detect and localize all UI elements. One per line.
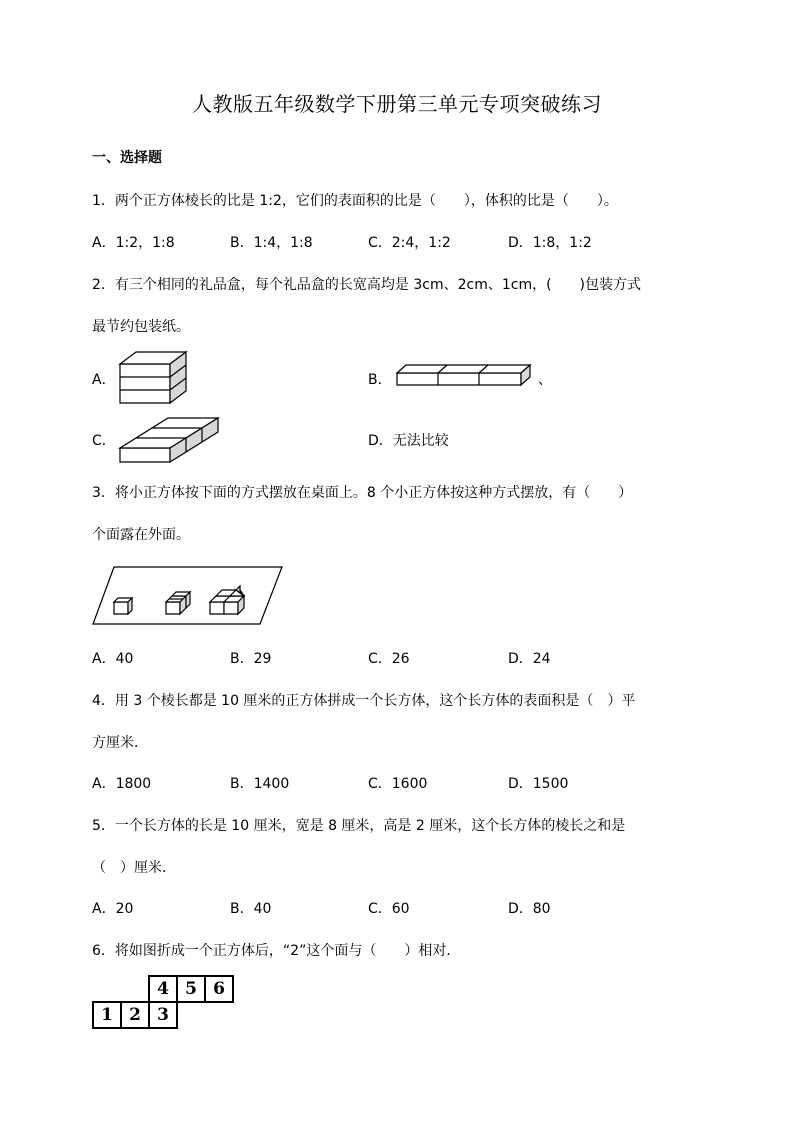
q2-option-c[interactable]: C． bbox=[92, 433, 116, 449]
q1-option-a[interactable]: A．1:2，1:8 bbox=[92, 235, 175, 251]
q5-option-d[interactable]: D．80 bbox=[508, 901, 551, 917]
q4-option-a[interactable]: A．1800 bbox=[92, 776, 152, 792]
q3-option-d[interactable]: D．24 bbox=[508, 651, 551, 667]
q1-option-b[interactable]: B．1:4，1:8 bbox=[230, 235, 313, 251]
q5-option-b[interactable]: B．40 bbox=[230, 901, 272, 917]
q4-option-b[interactable]: B．1400 bbox=[230, 776, 290, 792]
q2-option-b[interactable]: B． bbox=[368, 372, 392, 388]
page-title: 人教版五年级数学下册第三单元专项突破练习 bbox=[192, 92, 602, 116]
q4-option-d[interactable]: D．1500 bbox=[508, 776, 569, 792]
net-empty-cell bbox=[177, 1002, 205, 1028]
q3-option-b[interactable]: B．29 bbox=[230, 651, 272, 667]
net-face-2: 2 bbox=[121, 1002, 149, 1028]
q2-option-a[interactable]: A． bbox=[92, 372, 116, 388]
question-2-line-1: 2．有三个相同的礼品盒，每个礼品盒的长宽高均是 3cm、2cm、1cm，( )包装方式 bbox=[92, 277, 642, 293]
row-boxes-figure bbox=[396, 363, 538, 387]
q5-option-a[interactable]: A．20 bbox=[92, 901, 134, 917]
net-face-6: 6 bbox=[205, 976, 233, 1002]
q5-option-c[interactable]: C．60 bbox=[368, 901, 410, 917]
cube-net-figure bbox=[92, 975, 234, 1029]
stacked-boxes-figure bbox=[118, 350, 190, 406]
q1-option-d[interactable]: D．1:8，1:2 bbox=[508, 235, 592, 251]
question-1-text: 1．两个正方体棱长的比是 1:2，它们的表面积的比是（ ），体积的比是（ ）。 bbox=[92, 193, 618, 209]
q3-option-c[interactable]: C．26 bbox=[368, 651, 410, 667]
section-heading: 一、选择题 bbox=[92, 150, 162, 166]
net-empty-cell bbox=[121, 976, 149, 1002]
cubes-on-table-figure bbox=[92, 566, 284, 626]
question-5-line-1: 5．一个长方体的长是 10 厘米，宽是 8 厘米，高是 2 厘米，这个长方体的棱长之和是 bbox=[92, 818, 626, 834]
q2-option-d[interactable]: D．无法比较 bbox=[368, 433, 449, 449]
net-empty-cell bbox=[93, 976, 121, 1002]
question-3-line-2: 个面露在外面。 bbox=[92, 527, 190, 543]
flat-boxes-figure bbox=[118, 414, 222, 464]
q4-option-c[interactable]: C．1600 bbox=[368, 776, 428, 792]
net-face-3: 3 bbox=[149, 1002, 177, 1028]
question-6-text: 6．将如图折成一个正方体后，“2”这个面与（ ）相对． bbox=[92, 943, 461, 959]
net-empty-cell bbox=[205, 1002, 233, 1028]
q3-option-a[interactable]: A．40 bbox=[92, 651, 134, 667]
question-4-line-2: 方厘米． bbox=[92, 735, 148, 751]
question-4-line-1: 4．用 3 个棱长都是 10 厘米的正方体拼成一个长方体，这个长方体的表面积是（ ）平 bbox=[92, 693, 636, 709]
question-5-line-2: （ ）厘米． bbox=[92, 860, 176, 876]
q2-option-b-tail: 、 bbox=[538, 372, 552, 388]
q1-option-c[interactable]: C．2:4，1:2 bbox=[368, 235, 451, 251]
net-face-1: 1 bbox=[93, 1002, 121, 1028]
question-3-line-1: 3．将小正方体按下面的方式摆放在桌面上。8 个小正方体按这种方式摆放，有（ ） bbox=[92, 485, 633, 501]
net-face-5: 5 bbox=[177, 976, 205, 1002]
net-face-4: 4 bbox=[149, 976, 177, 1002]
question-2-line-2: 最节约包装纸。 bbox=[92, 319, 190, 335]
